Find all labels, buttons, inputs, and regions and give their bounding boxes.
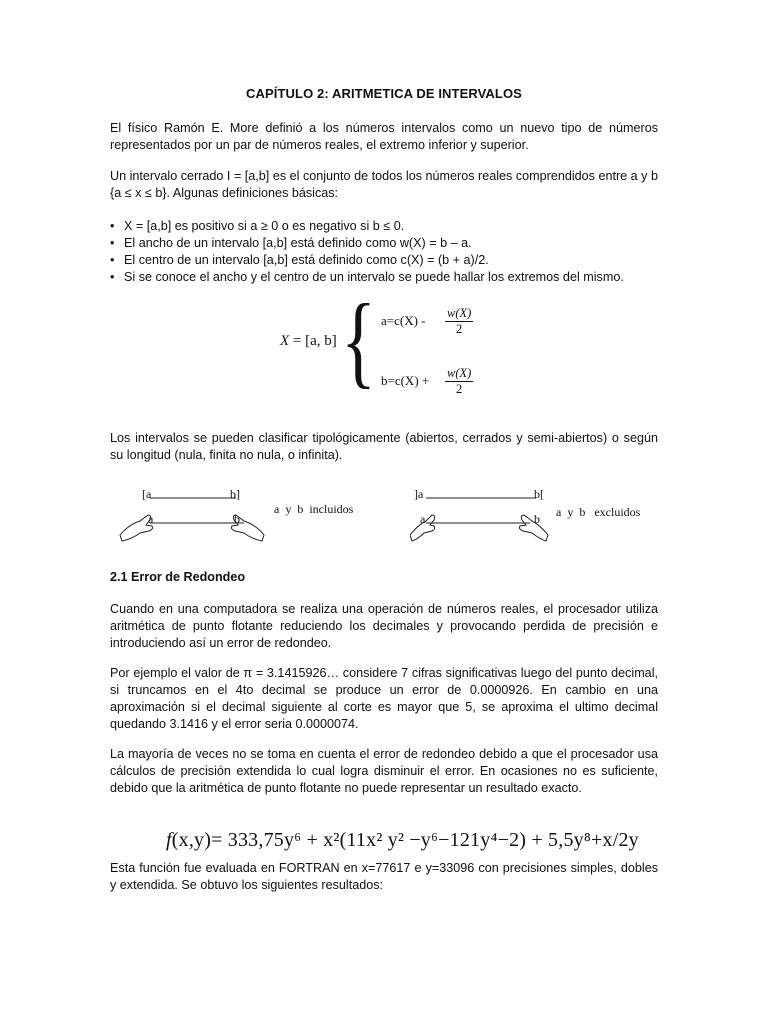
equation-function-name: f (166, 829, 172, 851)
precision-paragraph: La mayoría de veces no se toma en cuenta el error de redondeo debido a que el procesador usa cálculos de precisión extendida lo cual logra disminuir el error. En ocasiones no es suficiente, debido que la aritmética de punto flotante no puede representar un resultado exacto. (110, 747, 658, 795)
rounding-paragraph: Cuando en una computadora se realiza una operación de números reales, el procesador utiliza aritmética de punto flotante reduciendo los decimales y provocando perdida de precisión e introduciendo así un error de redondeo. (110, 602, 658, 650)
bracket-right: b[ (534, 487, 544, 501)
fraction-denominator: 2 (456, 382, 463, 396)
list-item: • X = [a,b] es positivo si a ≥ 0 o es negativo si b ≤ 0. (110, 218, 670, 235)
bracket-left: ]a (414, 487, 424, 501)
formula-row-a: a=c(X) - (381, 313, 426, 328)
section-heading: 2.1 Error de Redondeo (110, 570, 246, 584)
formula-row-b: b=c(X) + (381, 373, 430, 388)
list-item: • El ancho de un intervalo [a,b] está definido como w(X) = b – a. (110, 235, 670, 252)
formula-lhs-var: X (280, 333, 290, 349)
curly-brace: { (341, 283, 376, 398)
pi-example-paragraph: Por ejemplo el valor de π = 3.1415926… considere 7 cifras significativas luego del punto decimal, si truncamos en el 4to decimal se produce un error de 0.0000926. En cambio en una aproximación si el decimal siguiente al corte es mayor que 5, se aproxima el ultimo decimal quedando 3.1416 y el error seria 0.0000074. (110, 666, 658, 731)
closed-caption: a y b incluidos (274, 502, 354, 516)
bracket-left: [a (142, 487, 152, 501)
results-intro-paragraph: Esta función fue evaluada en FORTRAN en x=77617 e y=33096 con precisiones simples, dobles y extendida. Se obtuvo los siguientes resultados: (110, 861, 658, 892)
bracket-right: b] (230, 487, 240, 501)
function-equation (166, 829, 639, 852)
point-a-label: a (420, 512, 426, 526)
fraction-denominator: 2 (456, 322, 463, 336)
fraction-b (445, 366, 473, 397)
open-interval-figure (410, 485, 660, 545)
definitions-list (110, 218, 670, 286)
fraction-a (445, 306, 473, 337)
definition-paragraph: Un intervalo cerrado I = [a,b] es el conjunto de todos los números reales comprendidos entre a y b {a ≤ x ≤ b}. Algunas definiciones básicas: (110, 169, 658, 200)
classification-paragraph: Los intervalos se pueden clasificar tipológicamente (abiertos, cerrados y semi-abiertos) o según su longitud (nula, finita no nula, o infinita). (110, 431, 658, 462)
chapter-title: CAPÍTULO 2: ARITMETICA DE INTERVALOS (246, 86, 522, 101)
open-caption: a y b excluidos (556, 505, 641, 519)
list-item: • Si se conoce el ancho y el centro de un intervalo se puede hallar los extremos del mismo. (110, 269, 670, 286)
intro-paragraph: El físico Ramón E. More definió a los números intervalos como un nuevo tipo de números representados por un par de números reales, el extremo inferior y superior. (110, 121, 658, 152)
fraction-numerator: w(X) (447, 366, 472, 380)
equation-body: (x,y)= 333,75y⁶ + x²(11x² y² −y⁶−121y⁴−2) + 5,5y⁸+x/2y (171, 829, 639, 851)
point-b-label: b (234, 512, 240, 526)
formula-lhs-rest: = [a, b] (289, 333, 337, 349)
closed-interval-figure (118, 485, 363, 545)
interval-extremes-formula (275, 283, 515, 406)
fraction-numerator: w(X) (447, 306, 472, 320)
point-a-label: a (148, 512, 154, 526)
formula-lhs (280, 333, 337, 350)
point-b-label: b (534, 512, 540, 526)
list-item: • El centro de un intervalo [a,b] está definido como c(X) = (b + a)/2. (110, 252, 670, 269)
